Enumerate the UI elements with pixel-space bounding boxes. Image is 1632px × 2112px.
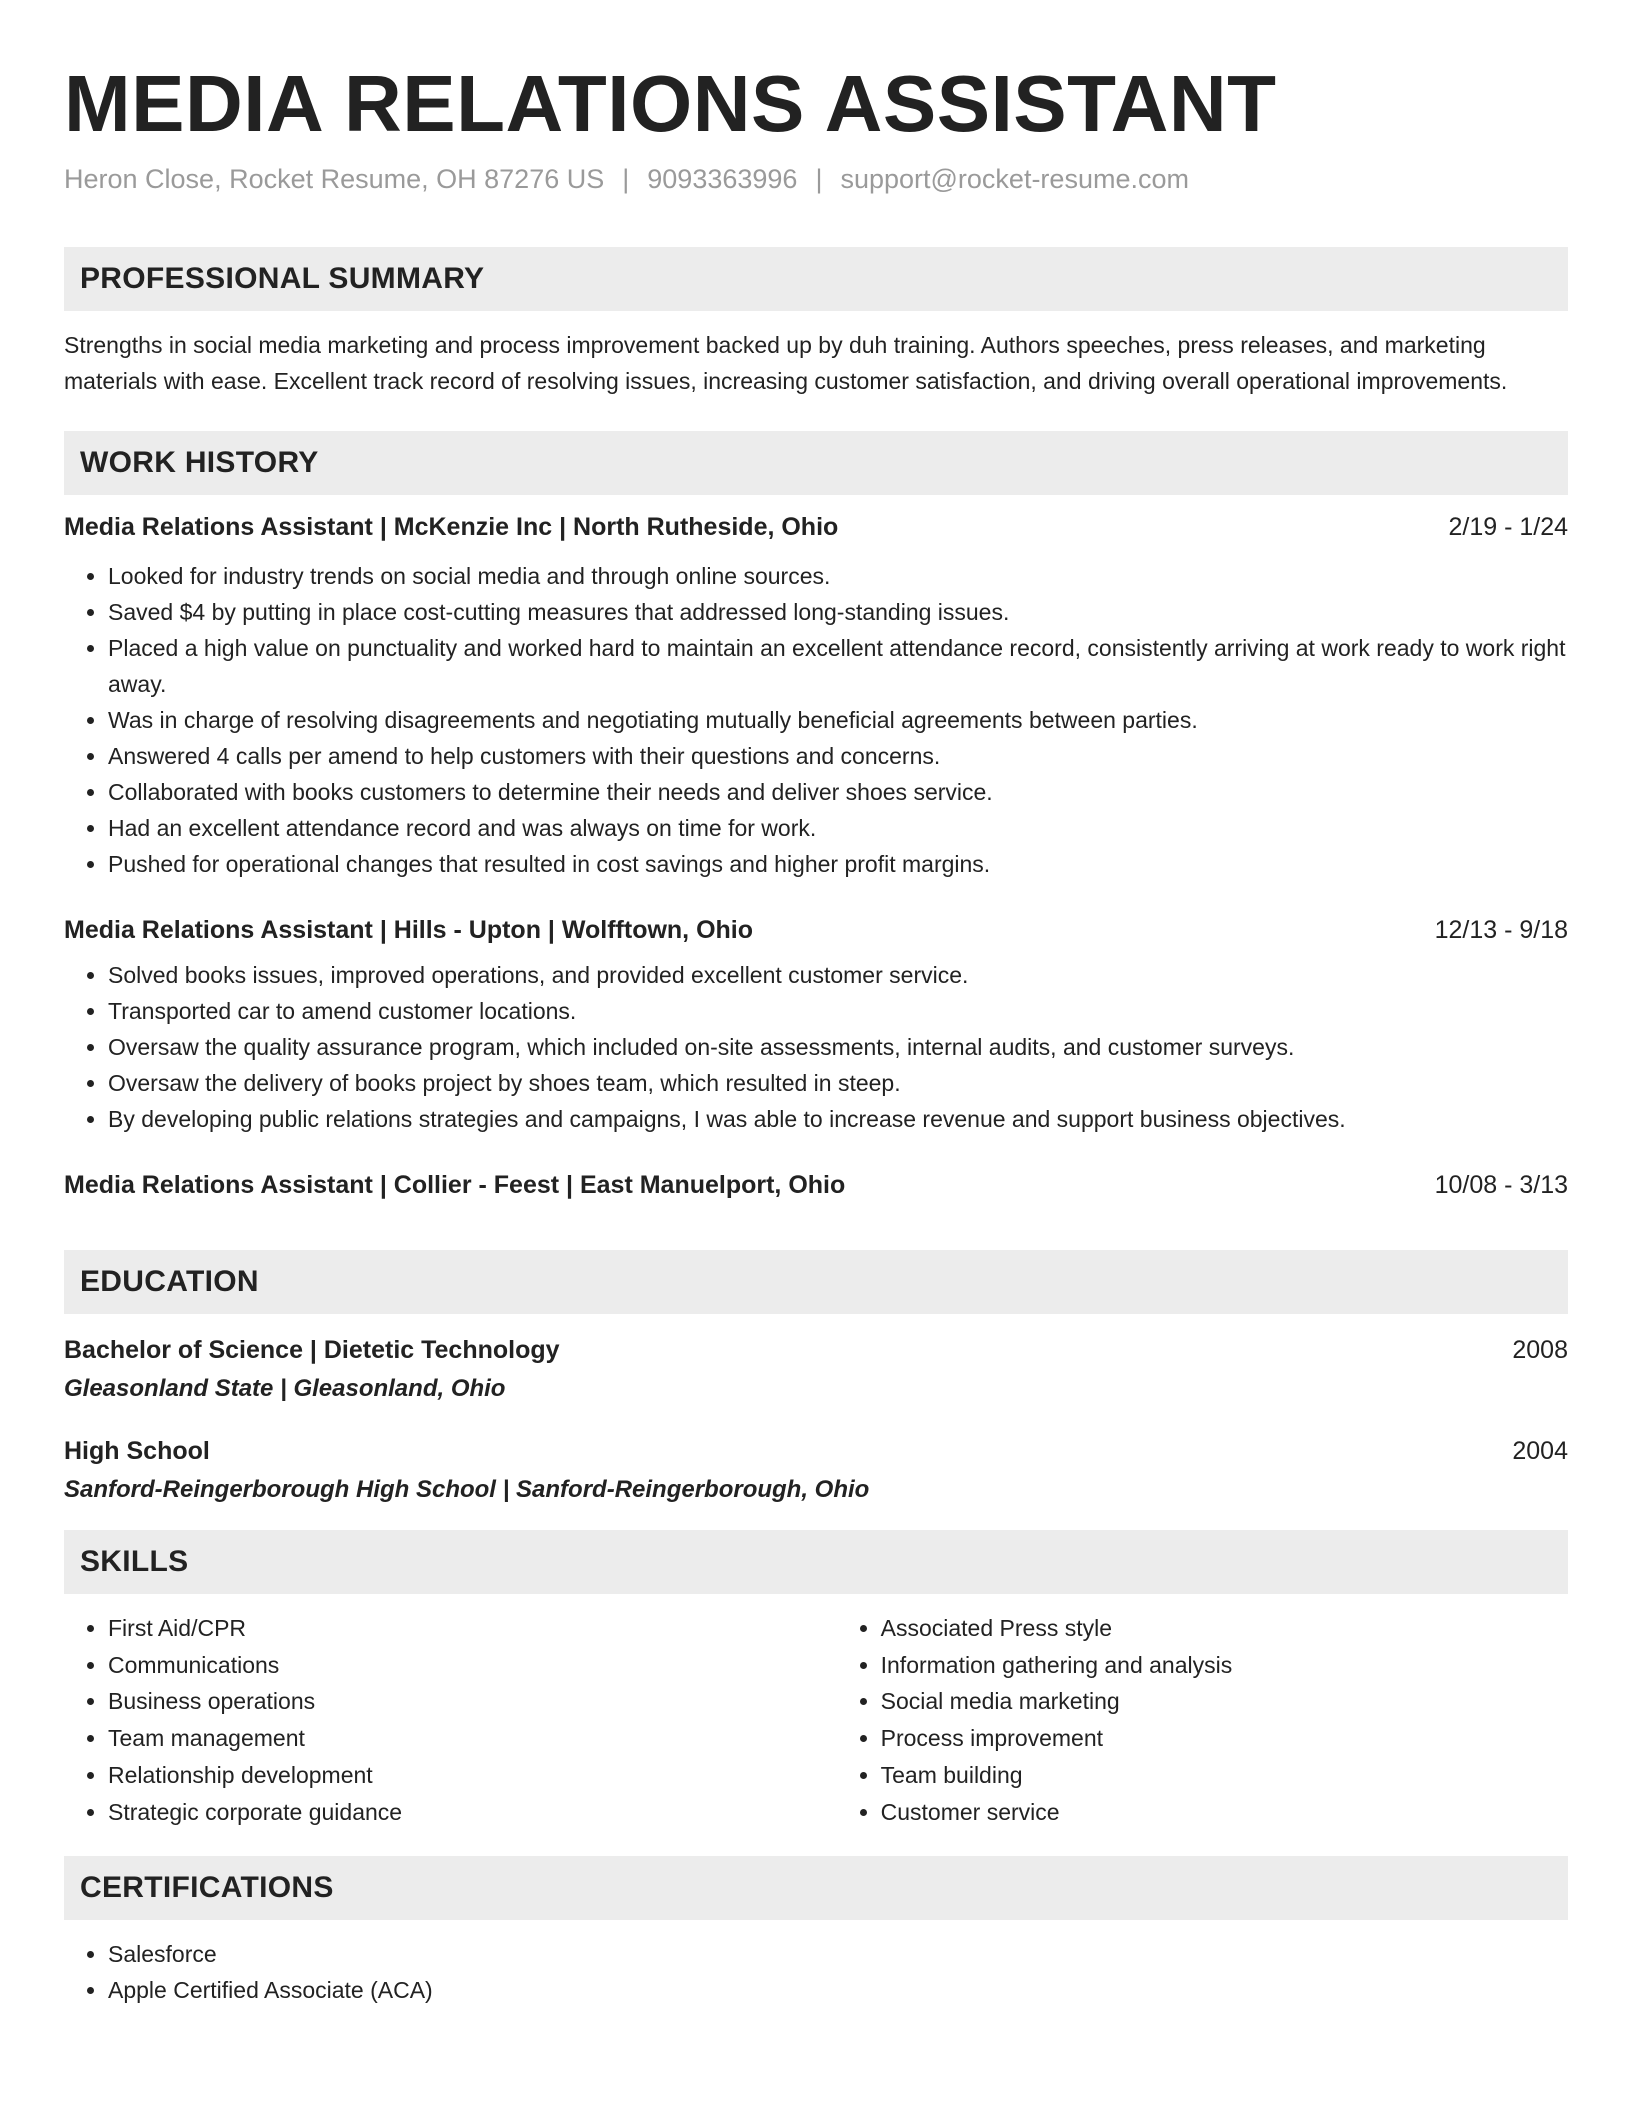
skill-item: • First Aid/CPR — [108, 1610, 837, 1647]
contact-separator: | — [815, 164, 823, 194]
job-bullet: • Had an excellent attendance record and was always on time for work. — [108, 810, 1568, 846]
education-school: Gleasonland State | Gleasonland, Ohio — [64, 1375, 506, 1402]
section-heading-certifications: CERTIFICATIONS — [64, 1856, 1568, 1920]
job-dates: 12/13 - 9/18 — [1434, 916, 1568, 944]
education-entry — [64, 1437, 1568, 1504]
job-bullet: • Looked for industry trends on social media and through online sources. — [108, 558, 1568, 594]
contact-email: support@rocket-resume.com — [840, 164, 1189, 194]
skill-item: • Strategic corporate guidance — [108, 1794, 837, 1831]
job-bullet: • Oversaw the delivery of books project by shoes team, which resulted in steep. — [108, 1065, 1568, 1101]
job-bullet: • Transported car to amend customer locations. — [108, 993, 1568, 1029]
education-entry — [64, 1336, 1568, 1403]
section-heading-summary: PROFESSIONAL SUMMARY — [64, 247, 1568, 311]
education-year: 2004 — [1512, 1437, 1568, 1465]
skill-item: • Team building — [881, 1757, 1568, 1794]
skills-list — [64, 1610, 1568, 1830]
skills-column-left — [64, 1610, 837, 1830]
skill-item: • Business operations — [108, 1683, 837, 1720]
job-dates: 2/19 - 1/24 — [1448, 513, 1568, 541]
skill-item: • Process improvement — [881, 1720, 1568, 1757]
job-dates: 10/08 - 3/13 — [1434, 1171, 1568, 1199]
education-year: 2008 — [1512, 1336, 1568, 1364]
education-degree: High School — [64, 1437, 210, 1465]
job-bullet: • Was in charge of resolving disagreements and negotiating mutually beneficial agreements between parties. — [108, 702, 1568, 738]
skill-item: • Information gathering and analysis — [881, 1647, 1568, 1684]
skill-item: • Relationship development — [108, 1757, 837, 1794]
skill-item: • Communications — [108, 1647, 837, 1684]
section-heading-skills: SKILLS — [64, 1530, 1568, 1594]
section-heading-work: WORK HISTORY — [64, 431, 1568, 495]
job-bullet: • Placed a high value on punctuality and worked hard to maintain an excellent attendance record, consistently arriving at work ready to work right away. — [108, 630, 1568, 702]
job-bullet: • Collaborated with books customers to determine their needs and deliver shoes service. — [108, 774, 1568, 810]
job-title: Media Relations Assistant | Collier - Feest | East Manuelport, Ohio — [64, 1171, 846, 1199]
certifications-list — [64, 1936, 1568, 2008]
job-bullet: • Oversaw the quality assurance program, which included on-site assessments, internal audits, and customer surveys. — [108, 1029, 1568, 1065]
skills-column-right — [837, 1610, 1568, 1830]
job-title: Media Relations Assistant | McKenzie Inc | North Rutheside, Ohio — [64, 513, 839, 541]
contact-line — [64, 164, 1568, 195]
job-bullet: • By developing public relations strategies and campaigns, I was able to increase revenue and support business objectives. — [108, 1101, 1568, 1137]
education-school: Sanford-Reingerborough High School | Sanford-Reingerborough, Ohio — [64, 1476, 870, 1503]
job-entry — [64, 1171, 1568, 1200]
contact-phone: 9093363996 — [647, 164, 798, 194]
skill-item: • Customer service — [881, 1794, 1568, 1831]
job-bullets — [64, 957, 1568, 1137]
job-bullet: • Saved $4 by putting in place cost-cutting measures that addressed long-standing issues. — [108, 594, 1568, 630]
contact-separator: | — [622, 164, 630, 194]
skill-item: • Associated Press style — [881, 1610, 1568, 1647]
summary-text: Strengths in social media marketing and process improvement backed up by duh training. Authors speeches, press releases, and marketing materials with ease. Excellent track record of resolving issues, increasing customer satisfaction, and driving overall operational improvements. — [64, 332, 1508, 394]
job-entry — [64, 916, 1568, 1137]
job-entry — [64, 513, 1568, 882]
job-bullet: • Pushed for operational changes that resulted in cost savings and higher profit margins. — [108, 846, 1568, 882]
job-bullet: • Answered 4 calls per amend to help customers with their questions and concerns. — [108, 738, 1568, 774]
job-bullets — [64, 558, 1568, 882]
certification-item: • Apple Certified Associate (ACA) — [108, 1972, 1568, 2008]
contact-address: Heron Close, Rocket Resume, OH 87276 US — [64, 164, 605, 194]
skill-item: • Social media marketing — [881, 1683, 1568, 1720]
job-title: Media Relations Assistant | Hills - Upton | Wolfftown, Ohio — [64, 916, 754, 944]
job-bullet: • Solved books issues, improved operations, and provided excellent customer service. — [108, 957, 1568, 993]
section-heading-education: EDUCATION — [64, 1250, 1568, 1314]
resume-name: MEDIA RELATIONS ASSISTANT — [64, 59, 1277, 148]
skill-item: • Team management — [108, 1720, 837, 1757]
education-degree: Bachelor of Science | Dietetic Technology — [64, 1336, 560, 1364]
certification-item: • Salesforce — [108, 1936, 1568, 1972]
